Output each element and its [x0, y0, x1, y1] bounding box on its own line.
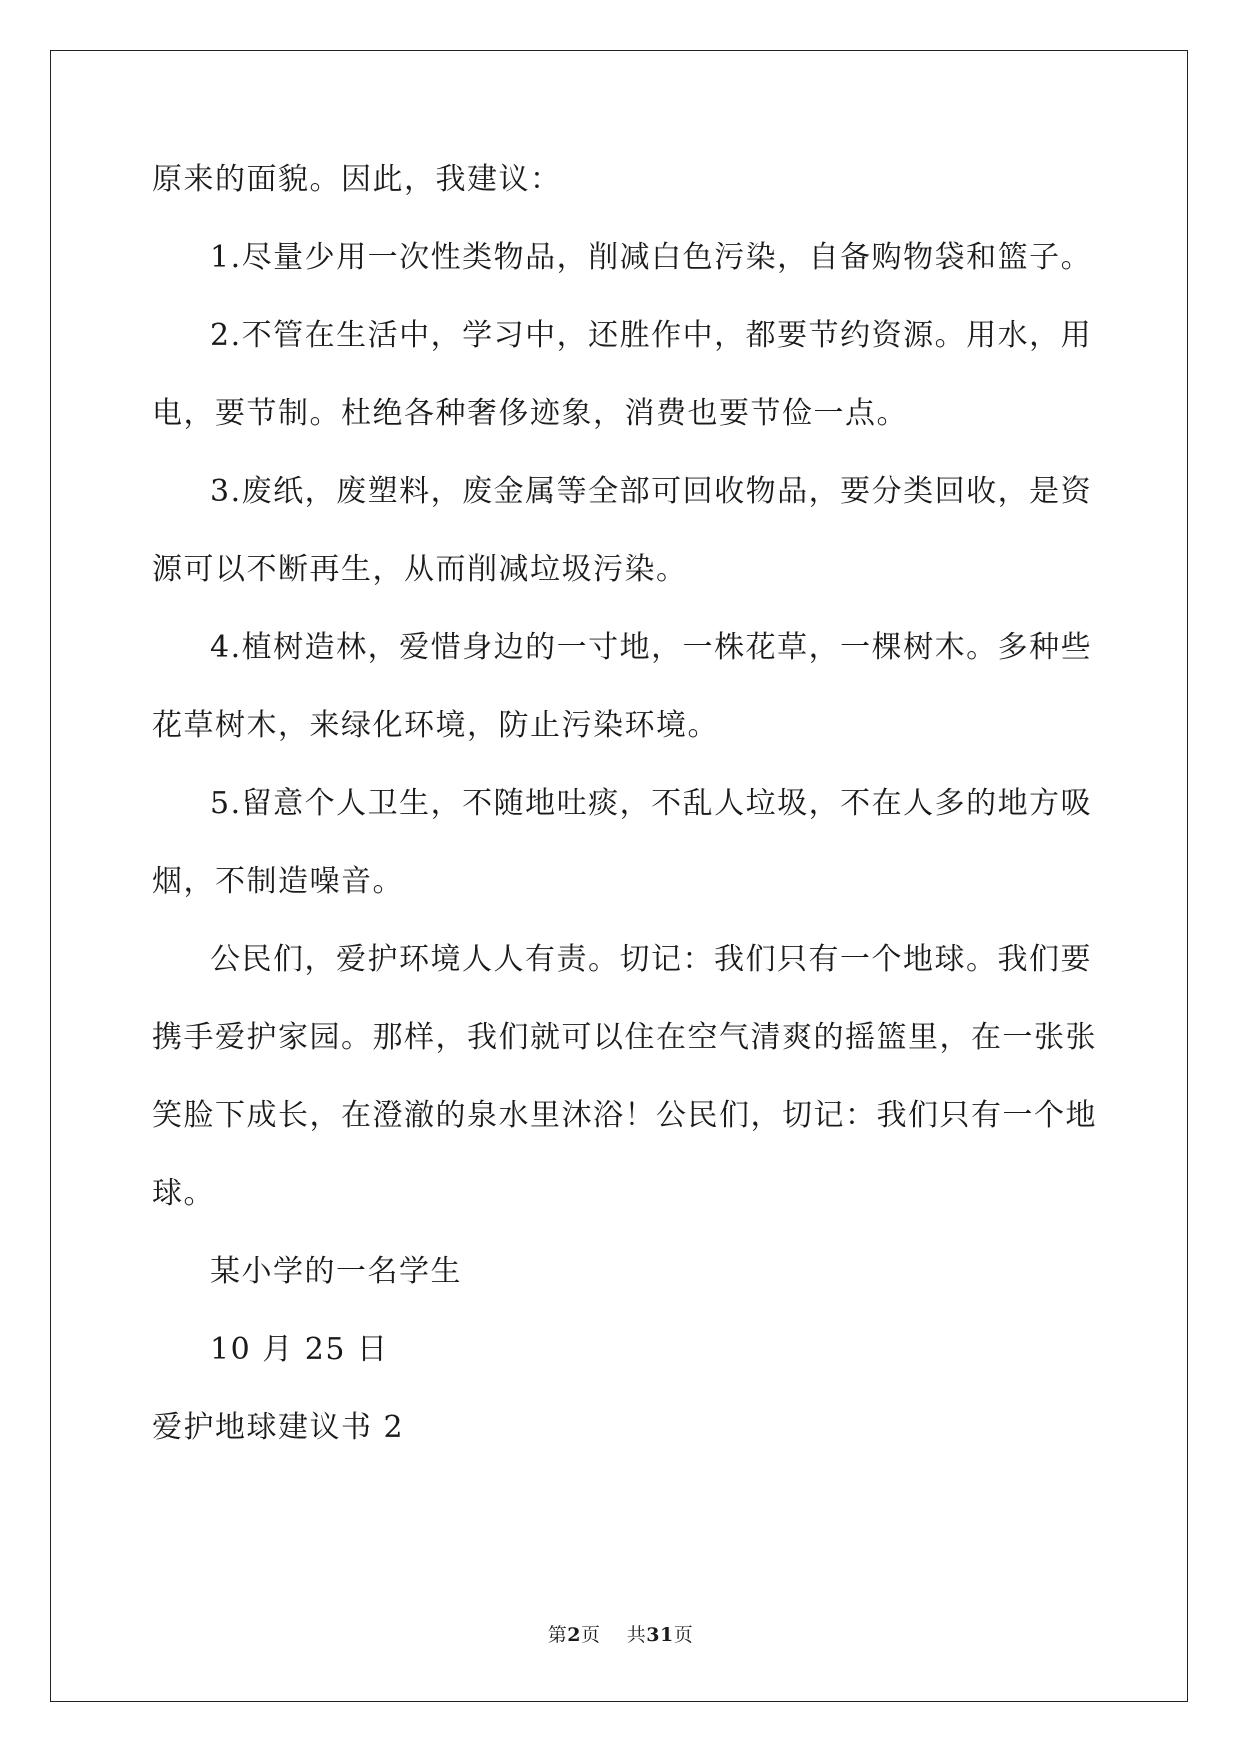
paragraph-line: 原来的面貌。因此，我建议： [152, 162, 562, 197]
paragraph-line: 携手爱护家园。那样，我们就可以住在空气清爽的摇篮里，在一张张 [152, 1020, 1097, 1055]
total-suffix: 页 [673, 1624, 694, 1646]
total-prefix: 共 [626, 1624, 647, 1646]
list-item-5: 5.留意个人卫生，不随地吐痰，不乱人垃圾，不在人多的地方吸 [210, 786, 1093, 821]
paragraph-line: 电，要节制。杜绝各种奢侈迹象，消费也要节俭一点。 [152, 396, 908, 431]
page-prefix: 第 [547, 1624, 568, 1646]
list-item-4: 4.植树造林，爱惜身边的一寸地，一株花草，一棵树木。多种些 [210, 630, 1093, 665]
signature: 某小学的一名学生 [210, 1254, 462, 1289]
list-item-2: 2.不管在生活中，学习中，还胜作中，都要节约资源。用水，用 [210, 318, 1093, 353]
paragraph-line: 花草树木，来绿化环境，防止污染环境。 [152, 708, 719, 743]
page-number: 2 [567, 1624, 582, 1646]
paragraph-line: 笑脸下成长，在澄澈的泉水里沐浴！公民们，切记：我们只有一个地 [152, 1098, 1097, 1133]
date: 10 月 25 日 [210, 1332, 389, 1367]
page-footer [0, 1620, 1241, 1647]
section-title: 爱护地球建议书 2 [152, 1410, 405, 1445]
page-suffix: 页 [581, 1624, 601, 1646]
paragraph-line: 球。 [152, 1176, 215, 1211]
list-item-1: 1.尽量少用一次性类物品，削减白色污染，自备购物袋和篮子。 [210, 240, 1093, 275]
paragraph-line: 烟，不制造噪音。 [152, 864, 404, 899]
total-pages: 31 [646, 1624, 674, 1646]
closing-paragraph: 公民们，爱护环境人人有责。切记：我们只有一个地球。我们要 [210, 942, 1092, 977]
paragraph-line: 源可以不断再生，从而削减垃圾污染。 [152, 552, 688, 587]
list-item-3: 3.废纸，废塑料，废金属等全部可回收物品，要分类回收，是资 [210, 474, 1093, 509]
